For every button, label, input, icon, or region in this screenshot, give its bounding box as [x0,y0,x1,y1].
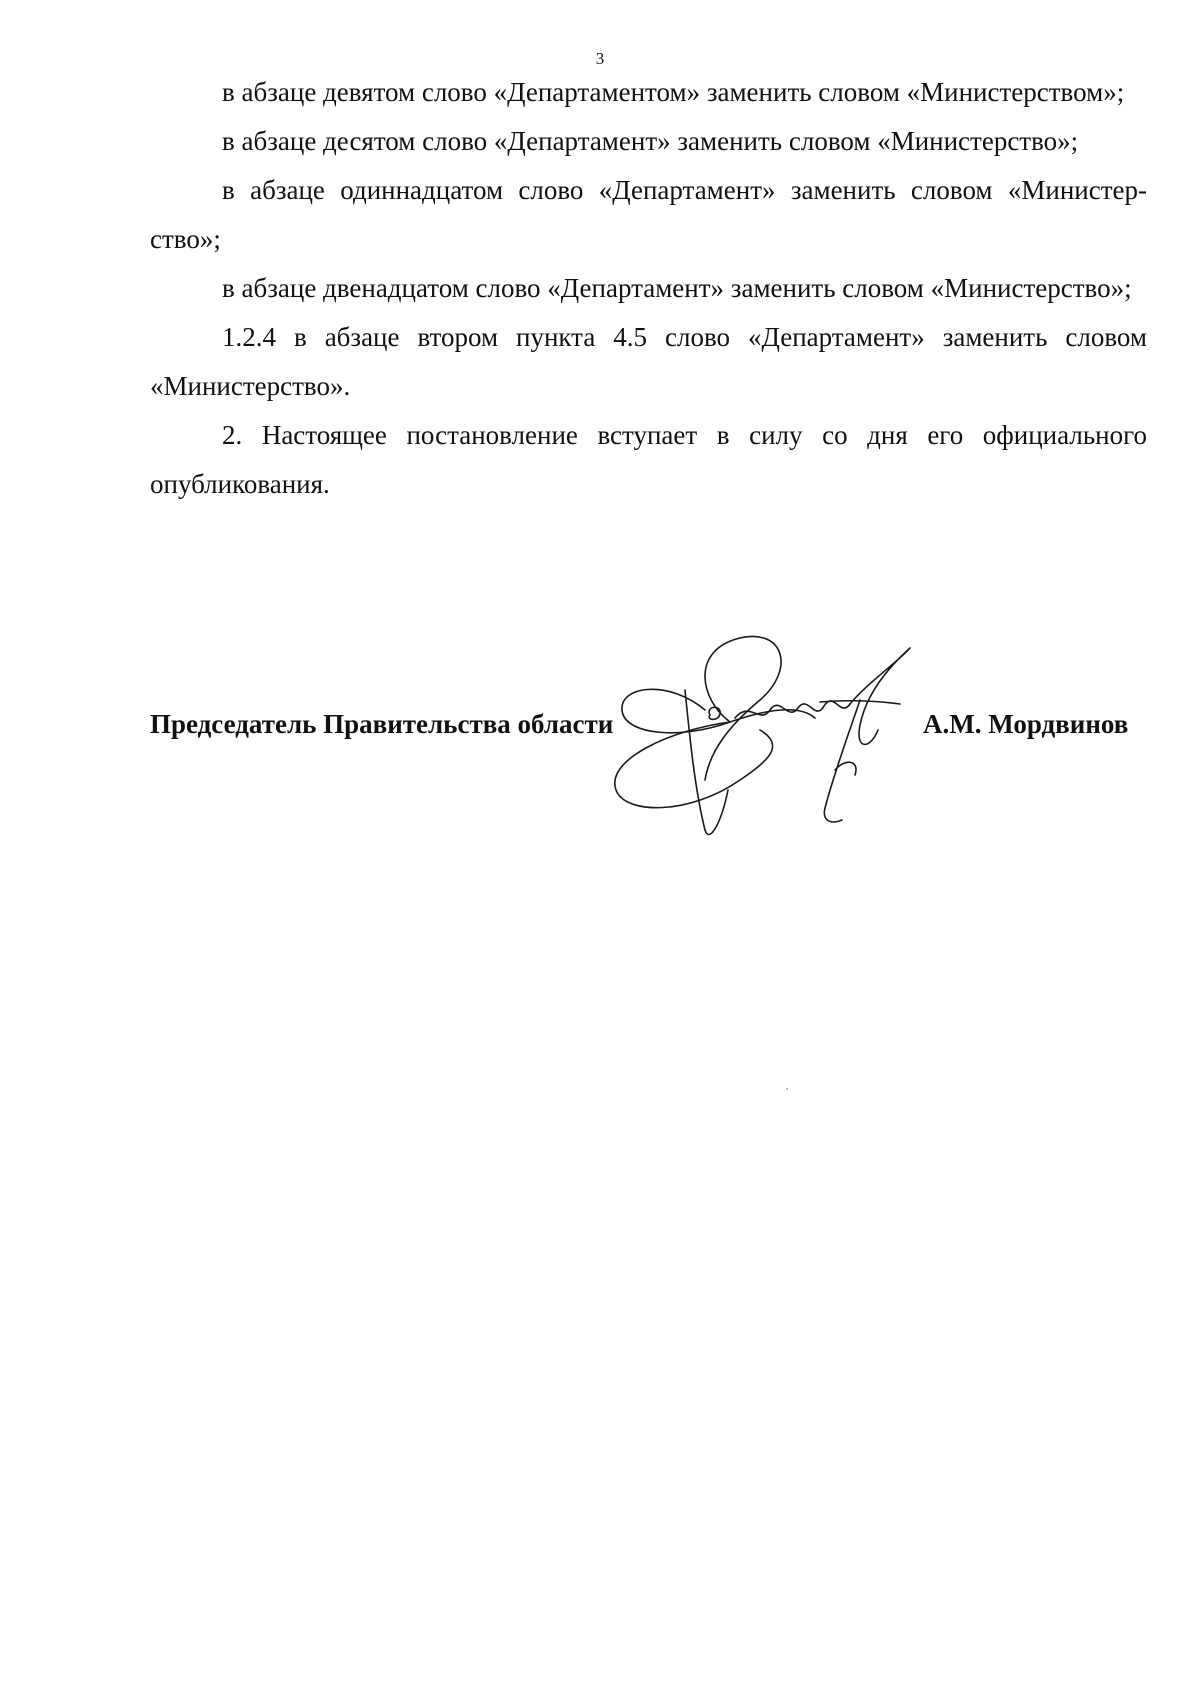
signature-block [150,704,1150,744]
paragraph-3: в абзаце одиннадцатом слово «Департамент» заменить словом «Министерство»; [150,175,1147,254]
signatory-name: А.М. Мордвинов [923,709,1129,739]
paragraph-6: 2. Настоящее постановление вступает в силу со дня его официального опубликования. [150,420,1147,499]
document-body [150,68,1147,509]
signatory-title: Председатель Правительства области [150,709,614,739]
paragraph-4: в абзаце двенадцатом слово «Департамент» заменить словом «Министерство»; [222,273,1132,303]
paragraph-1: в абзаце девятом слово «Департаментом» заменить словом «Министерством»; [222,77,1125,107]
page-number: 3 [595,49,605,68]
paragraph-2: в абзаце десятом слово «Департамент» заменить словом «Министерство»; [222,126,1079,156]
scan-speck [786,1088,788,1090]
paragraph-5: 1.2.4 в абзаце втором пункта 4.5 слово «Департамент» заменить словом «Министерство». [150,322,1147,401]
